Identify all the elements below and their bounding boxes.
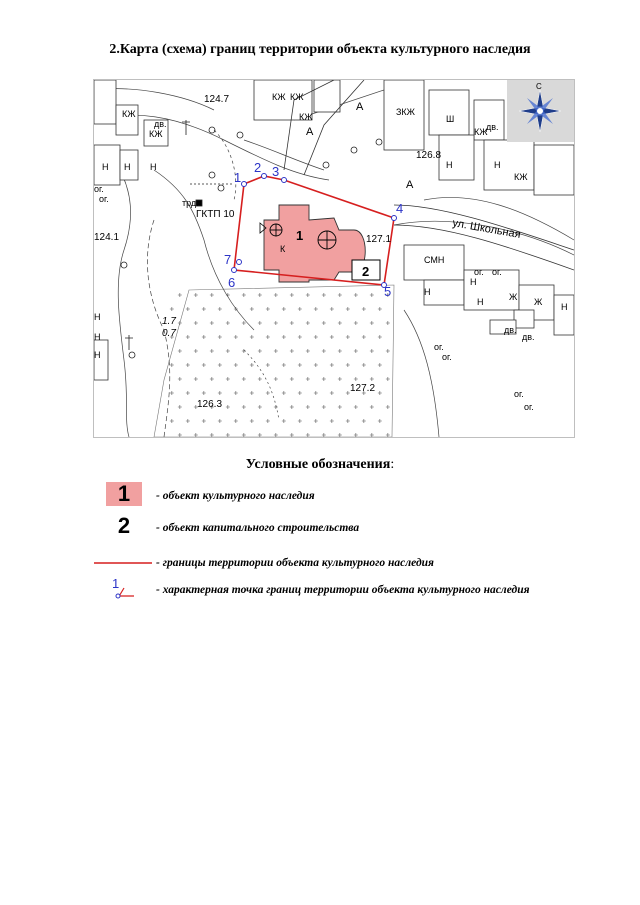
- garden-cross-mark: [242, 433, 246, 437]
- capital-number: 2: [362, 264, 370, 279]
- garden-cross-mark: [186, 363, 190, 367]
- garden-cross-mark: [338, 377, 342, 381]
- garden-cross-mark: [298, 391, 302, 395]
- building-label: КЖ: [122, 109, 136, 119]
- garden-cross-mark: [290, 405, 294, 409]
- garden-cross-mark: [194, 433, 198, 437]
- boundary-point: [262, 174, 267, 179]
- building-label: ог.: [514, 389, 524, 399]
- garden-cross-mark: [186, 391, 190, 395]
- building-label: Н: [424, 287, 431, 297]
- garden-cross-mark: [274, 377, 278, 381]
- garden-cross-mark: [226, 405, 230, 409]
- garden-cross-mark: [266, 391, 270, 395]
- heritage-object: [260, 205, 365, 282]
- garden-cross-mark: [370, 293, 374, 297]
- garden-cross-mark: [282, 391, 286, 395]
- garden-cross-mark: [226, 349, 230, 353]
- garden-cross-mark: [290, 433, 294, 437]
- building-label: дв.: [154, 119, 167, 129]
- garden-cross-mark: [290, 349, 294, 353]
- point-number: 4: [396, 201, 404, 216]
- garden-cross-mark: [370, 349, 374, 353]
- legend-item-heritage: [94, 482, 315, 510]
- garden-cross-mark: [338, 433, 342, 437]
- garden-cross-mark: [330, 363, 334, 367]
- point-number: 3: [272, 164, 280, 179]
- garden-cross-mark: [386, 321, 390, 325]
- building-label: КЖ: [290, 92, 304, 102]
- garden-cross-mark: [298, 363, 302, 367]
- garden-cross-mark: [370, 377, 374, 381]
- point-number: 2: [254, 160, 262, 175]
- garden-cross-mark: [386, 349, 390, 353]
- garden-cross-mark: [194, 293, 198, 297]
- garden-cross-mark: [306, 405, 310, 409]
- garden-cross-mark: [242, 377, 246, 381]
- garden-cross-mark: [338, 293, 342, 297]
- garden-cross-mark: [218, 391, 222, 395]
- garden-cross-mark: [178, 433, 182, 437]
- garden-cross-mark: [290, 293, 294, 297]
- garden-cross-mark: [186, 307, 190, 311]
- garden-cross-mark: [202, 335, 206, 339]
- building-label: Ш: [446, 114, 455, 124]
- garden-cross-mark: [362, 335, 366, 339]
- garden-cross-mark: [282, 419, 286, 423]
- legend-item-boundary: [94, 549, 434, 577]
- garden-cross-mark: [170, 363, 174, 367]
- building-label: КЖ: [149, 129, 163, 139]
- point-swatch: [94, 576, 154, 604]
- building-label: Н: [470, 277, 477, 287]
- garden-cross-mark: [338, 349, 342, 353]
- garden-cross-mark: [330, 335, 334, 339]
- garden-cross-mark: [322, 349, 326, 353]
- garden-cross-mark: [210, 321, 214, 325]
- building-label: Ж: [509, 292, 518, 302]
- garden-cross-mark: [234, 391, 238, 395]
- garden-cross-mark: [322, 293, 326, 297]
- building-label: ог.: [524, 402, 534, 412]
- garden-cross-mark: [330, 419, 334, 423]
- garden-cross-mark: [354, 349, 358, 353]
- garden-cross-mark: [226, 433, 230, 437]
- garden-cross-mark: [250, 335, 254, 339]
- legend-title-text: Условные обозначения: [245, 457, 391, 472]
- object-number: 1: [296, 228, 304, 243]
- garden-cross-mark: [266, 335, 270, 339]
- garden-cross-mark: [218, 307, 222, 311]
- garden-cross-mark: [266, 307, 270, 311]
- building-label: Ж: [534, 297, 543, 307]
- point-number: 5: [384, 284, 392, 299]
- building-label: Н: [561, 302, 568, 312]
- garden-cross-mark: [258, 349, 262, 353]
- boundary-point: [237, 260, 242, 265]
- garden-cross-mark: [274, 293, 278, 297]
- garden-cross-mark: [370, 321, 374, 325]
- garden-cross-mark: [210, 433, 214, 437]
- building-label: А: [356, 101, 364, 113]
- garden-cross-mark: [314, 419, 318, 423]
- garden-cross-mark: [378, 391, 382, 395]
- street-label: ул. Школьная: [451, 217, 522, 241]
- garden-cross-mark: [178, 405, 182, 409]
- garden-cross-mark: [362, 419, 366, 423]
- garden-cross-mark: [258, 405, 262, 409]
- building-label: ог.: [94, 184, 104, 194]
- garden-cross-mark: [218, 335, 222, 339]
- garden-cross-mark: [178, 321, 182, 325]
- garden-cross-mark: [306, 377, 310, 381]
- elevation-label: 127.2: [350, 383, 376, 394]
- garden-cross-mark: [386, 433, 390, 437]
- legend-title-colon: :: [390, 457, 395, 472]
- legend-text: - характерная точка границ территории объекта культурного наследия: [156, 584, 530, 596]
- building-label: КЖ: [299, 112, 313, 122]
- garden-cross-mark: [314, 307, 318, 311]
- garden-cross-mark: [338, 321, 342, 325]
- building-label: Н: [94, 312, 101, 322]
- point-number: 1: [234, 170, 242, 185]
- building-label: дв.: [522, 332, 535, 342]
- building-label: ЗКЖ: [396, 107, 415, 117]
- church-sublabel: К: [280, 244, 286, 254]
- building-label: Н: [150, 162, 157, 172]
- garden-cross-mark: [202, 391, 206, 395]
- garden-cross-mark: [258, 433, 262, 437]
- garden-cross-mark: [202, 363, 206, 367]
- boundary-point: [282, 178, 287, 183]
- building-label: Н: [124, 162, 131, 172]
- building-label: дв.: [486, 122, 499, 132]
- garden-cross-mark: [266, 419, 270, 423]
- garden-cross-mark: [250, 391, 254, 395]
- garden-cross-mark: [370, 405, 374, 409]
- garden-cross-mark: [226, 377, 230, 381]
- building-label: Н: [494, 160, 501, 170]
- legend-item-capital: [94, 514, 359, 542]
- garden-cross-mark: [170, 391, 174, 395]
- garden-cross-mark: [298, 335, 302, 339]
- point-number: 6: [228, 275, 236, 290]
- garden-cross-mark: [202, 307, 206, 311]
- garden-cross-mark: [178, 349, 182, 353]
- garden-cross-mark: [354, 377, 358, 381]
- garden-cross-mark: [194, 349, 198, 353]
- point-number: 7: [224, 252, 232, 267]
- garden-cross-mark: [330, 307, 334, 311]
- garden-area: [154, 285, 394, 437]
- legend-text: - объект культурного наследия: [156, 490, 315, 502]
- elevation-label: 124.1: [94, 232, 120, 243]
- elevation-label: 126.8: [416, 150, 442, 161]
- boundary-swatch: [94, 549, 154, 577]
- garden-cross-mark: [330, 391, 334, 395]
- garden-cross-mark: [386, 405, 390, 409]
- garden-cross-mark: [170, 419, 174, 423]
- map-canvas: [94, 80, 574, 437]
- garden-cross-mark: [258, 321, 262, 325]
- garden-cross-mark: [218, 419, 222, 423]
- garden-cross-mark: [354, 293, 358, 297]
- building-label: А: [406, 179, 414, 191]
- elevation-label: 127.1: [366, 234, 392, 245]
- garden-cross-mark: [210, 349, 214, 353]
- elevation-label: 1.7: [162, 316, 176, 327]
- building-label: ог.: [434, 342, 444, 352]
- garden-cross-mark: [346, 419, 350, 423]
- garden-cross-mark: [178, 377, 182, 381]
- garden-cross-mark: [194, 377, 198, 381]
- compass-north-label: С: [536, 82, 542, 91]
- garden-cross-mark: [298, 307, 302, 311]
- garden-cross-mark: [314, 391, 318, 395]
- building-label: ог.: [442, 352, 452, 362]
- garden-cross-mark: [258, 377, 262, 381]
- garden-cross-mark: [218, 363, 222, 367]
- garden-cross-mark: [186, 335, 190, 339]
- garden-cross-mark: [242, 293, 246, 297]
- boundary-point: [242, 182, 247, 187]
- garden-cross-mark: [306, 433, 310, 437]
- building-label: Н: [94, 332, 101, 342]
- garden-cross-mark: [362, 307, 366, 311]
- garden-cross-mark: [322, 405, 326, 409]
- cadastral-map: [93, 79, 575, 438]
- legend-text: - границы территории объекта культурного наследия: [156, 557, 434, 569]
- building-label: А: [306, 126, 314, 138]
- garden-cross-mark: [346, 307, 350, 311]
- building-label: Н: [477, 297, 484, 307]
- garden-cross-mark: [306, 293, 310, 297]
- garden-cross-mark: [322, 321, 326, 325]
- garden-cross-mark: [370, 433, 374, 437]
- compass-rose: [507, 80, 574, 142]
- building-label: Н: [102, 162, 109, 172]
- garden-cross-mark: [290, 321, 294, 325]
- building-label: ог.: [492, 267, 502, 277]
- garden-cross-mark: [290, 377, 294, 381]
- garden-cross-mark: [234, 363, 238, 367]
- building-label: Н: [446, 160, 453, 170]
- garden-cross-mark: [178, 293, 182, 297]
- garden-cross-mark: [242, 405, 246, 409]
- garden-cross-mark: [234, 419, 238, 423]
- garden-cross-mark: [386, 377, 390, 381]
- garden-cross-mark: [314, 363, 318, 367]
- garden-cross-mark: [250, 419, 254, 423]
- building-label: КЖ: [272, 92, 286, 102]
- garden-cross-mark: [354, 405, 358, 409]
- legend-item-point: [94, 576, 530, 604]
- garden-cross-mark: [266, 363, 270, 367]
- heritage-swatch: 1: [106, 482, 142, 506]
- elevation-label: 0.7: [162, 328, 176, 339]
- building-label: ог.: [474, 267, 484, 277]
- map-title: 2.Карта (схема) границ территории объекта культурного наследия: [109, 42, 531, 57]
- garden-cross-mark: [338, 405, 342, 409]
- garden-cross-mark: [322, 377, 326, 381]
- garden-cross-mark: [378, 419, 382, 423]
- garden-cross-mark: [322, 433, 326, 437]
- point-swatch-label: 1: [112, 576, 120, 591]
- garden-cross-mark: [274, 433, 278, 437]
- garden-cross-mark: [226, 321, 230, 325]
- boundary-point: [392, 216, 397, 221]
- garden-cross-mark: [234, 335, 238, 339]
- garden-cross-mark: [306, 349, 310, 353]
- garden-cross-mark: [378, 363, 382, 367]
- garden-cross-mark: [210, 377, 214, 381]
- garden-cross-mark: [354, 433, 358, 437]
- legend-title: [0, 457, 640, 473]
- building-label: СМН: [424, 255, 445, 265]
- garden-cross-mark: [314, 335, 318, 339]
- garden-cross-mark: [202, 419, 206, 423]
- garden-cross-mark: [282, 307, 286, 311]
- garden-cross-mark: [298, 419, 302, 423]
- garden-cross-mark: [306, 321, 310, 325]
- trd-label: трд.: [182, 198, 199, 208]
- capital-swatch: 2: [117, 513, 131, 538]
- building-label: КЖ: [514, 172, 528, 182]
- garden-cross-mark: [346, 335, 350, 339]
- garden-cross-mark: [362, 363, 366, 367]
- building-label: Н: [94, 350, 101, 360]
- building-label: дв.: [504, 325, 517, 335]
- building-label: КЖ: [474, 127, 488, 137]
- garden-cross-mark: [250, 363, 254, 367]
- garden-cross-mark: [242, 321, 246, 325]
- garden-cross-mark: [258, 293, 262, 297]
- elevation-label: 126.3: [197, 399, 223, 410]
- substation-label: ГКТП 10: [196, 209, 235, 220]
- garden-cross-mark: [346, 363, 350, 367]
- elevation-label: 124.7: [204, 94, 230, 105]
- garden-cross-mark: [210, 293, 214, 297]
- garden-cross-mark: [274, 349, 278, 353]
- garden-cross-mark: [274, 321, 278, 325]
- legend-text: - объект капитального строительства: [156, 522, 360, 534]
- boundary-point: [232, 268, 237, 273]
- garden-cross-mark: [250, 307, 254, 311]
- garden-cross-mark: [282, 363, 286, 367]
- garden-cross-mark: [282, 335, 286, 339]
- garden-cross-mark: [194, 321, 198, 325]
- garden-cross-mark: [378, 335, 382, 339]
- garden-cross-mark: [186, 419, 190, 423]
- garden-cross-mark: [170, 307, 174, 311]
- garden-cross-mark: [378, 307, 382, 311]
- building-label: ог.: [99, 194, 109, 204]
- garden-cross-mark: [354, 321, 358, 325]
